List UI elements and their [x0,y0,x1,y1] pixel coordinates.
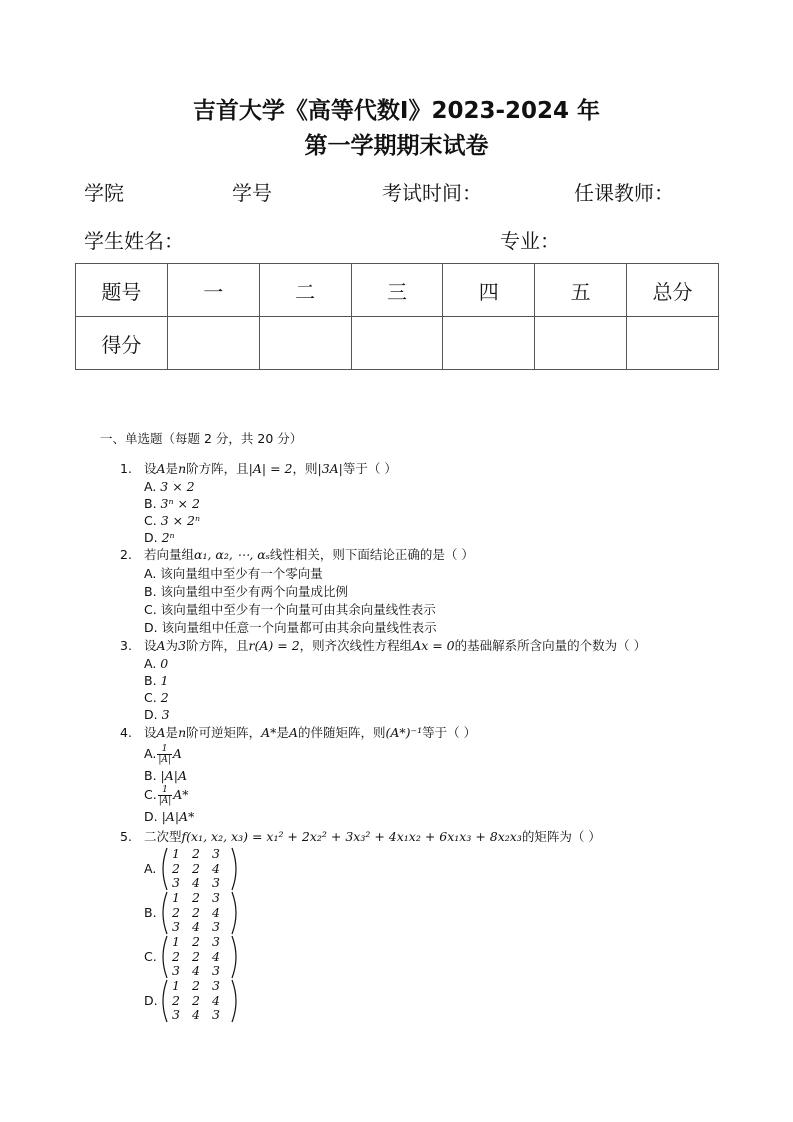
option [144,744,182,765]
stem-text: 阶方阵，且 [186,461,249,476]
option [144,689,169,707]
option [144,583,348,601]
right-paren [232,980,236,1022]
option-label: C. [144,602,157,617]
stem-text: 线性相关，则下面结论正确的是（ ） [269,547,474,562]
matrix-row [167,935,225,950]
matrix-entry: 3 [212,890,220,905]
student-name-label: 学生姓名： [84,229,184,253]
question-number: 3. [120,638,132,653]
matrix-entry: 1 [172,934,180,949]
matrix-row [167,847,225,862]
option-label: A. [144,566,157,581]
header-cell: 总分 [627,264,719,317]
matrix-entry: 2 [172,860,180,876]
matrix-entry: 2 [192,904,200,920]
matrix-grid [167,891,225,935]
stem-text: 设 [144,638,157,653]
stem-text: 二次型 [144,829,182,844]
header-cell: 一 [167,264,259,317]
option-label: B. [144,496,157,511]
option-label: C. [144,513,157,528]
option [144,478,195,496]
stem-text: 等于（ ） [342,461,397,476]
option-math: 0 [160,656,169,671]
option [144,601,436,619]
matrix-entry: 2 [172,948,180,964]
right-paren [232,848,236,890]
score-cell [627,317,719,370]
matrix-entry: 2 [172,904,180,920]
fraction-denominator: |A| [158,755,171,765]
stem-text: 等于（ ） [422,725,477,740]
option-label: D. [144,993,158,1008]
stem-math: A [156,638,166,653]
matrix-entry: 3 [212,875,220,890]
option-math: 1 [160,673,169,688]
stem-text: 为 [165,638,179,653]
college-label: 学院 [84,181,124,205]
stem-math: α₁, α₂, ⋯, αₛ [194,547,270,562]
right-paren [232,936,236,978]
score-table-score-row [76,317,719,370]
fraction-denominator: |A| [158,796,172,806]
matrix-entry: 2 [192,992,200,1008]
question-number: 2. [120,547,132,562]
stem-math: n [178,461,187,476]
matrix-entry: 1 [172,890,180,905]
option [144,529,175,547]
option [144,565,323,583]
score-cell [351,317,443,370]
option-text: 该向量组中任意一个向量都可由其余向量线性表示 [161,620,437,635]
score-cell [259,317,351,370]
matrix-entry: 3 [212,846,220,861]
stem-text: 是 [165,461,179,476]
fraction [157,744,172,765]
option-label: D. [144,707,158,722]
score-table [75,263,719,370]
matrix-entry: 4 [212,860,220,876]
matrix-entry: 3 [172,919,180,934]
matrix-row [167,979,225,994]
fraction [158,785,173,806]
stem-text: 是 [165,725,179,740]
option-label: B. [144,905,157,920]
fraction-numerator: 1 [158,785,173,796]
matrix-row [167,876,225,891]
option-math: 3 [161,707,170,722]
stem-text: 设 [144,725,157,740]
exam-subtitle: 第一学期期末试卷 [304,133,489,159]
stem-math: (A*)⁻¹ [385,725,423,740]
score-cell [443,317,535,370]
option [144,767,187,785]
stem-text: 的矩阵为（ ） [521,829,601,844]
option-label: A. [144,746,157,761]
right-paren [232,892,236,934]
option-label: B. [144,584,157,599]
matrix-entry: 1 [172,978,180,993]
option-label: C. [144,949,157,964]
option [144,655,168,673]
option [144,672,169,690]
header-cell: 四 [443,264,535,317]
option-math: 2ⁿ [161,530,175,545]
option-label: A. [144,479,157,494]
matrix-entry: 3 [172,1007,180,1022]
matrix-entry: 3 [212,963,220,978]
option-label: C. [144,690,157,705]
option [144,706,170,724]
question-number: 1. [120,461,132,476]
stem-math: 3 [178,638,187,653]
matrix-entry: 2 [192,860,200,876]
matrix-entry: 2 [172,992,180,1008]
stem-text: 的基础解系所含向量的个数为（ ） [454,638,647,653]
stem-math: f(x₁, x₂, x₃) = x₁² + 2x₂² + 3x₃² + 4x₁x₂ + 6x₁x₃ + 8x₂x₃ [181,829,522,844]
question-number: 5. [120,829,132,844]
teacher-label: 任课教师： [574,181,674,205]
option [144,495,200,513]
stem-text: 阶方阵，且 [186,638,249,653]
exam-title: 吉首大学《高等代数Ⅰ》2023-2024 年 [192,98,601,124]
option-text: 该向量组中至少有两个向量成比例 [160,584,349,599]
stem-text: 设 [144,461,157,476]
stem-math: A [288,725,298,740]
matrix-entry: 4 [192,875,200,890]
question-3 [120,637,646,655]
matrix-entry: 4 [212,948,220,964]
option-label: D. [144,620,158,635]
matrix-row [167,891,225,906]
option-math: A [172,746,182,761]
option-math: |A|A [160,768,188,783]
matrix-grid [167,935,225,979]
option-math: 2 [160,690,169,705]
matrix-row [167,950,225,965]
score-table-header-row [76,264,719,317]
matrix-row [167,964,225,979]
header-cell: 题号 [76,264,168,317]
option-label: A. [144,656,157,671]
stem-math: A* [261,725,277,740]
stem-math: Ax = 0 [412,638,455,653]
stem-text: ，则齐次线性方程组 [299,638,413,653]
score-cell [167,317,259,370]
student-id-label: 学号 [232,181,272,205]
matrix-entry: 2 [192,890,200,905]
stem-math: n [178,725,187,740]
option-math: 3ⁿ × 2 [160,496,200,511]
option-math: |A|A* [161,809,195,824]
question-2 [120,546,474,564]
stem-math: |A| = 2 [248,461,293,476]
option [144,808,194,826]
header-cell: 二 [259,264,351,317]
matrix-entry: 4 [192,919,200,934]
stem-text: 是 [276,725,289,740]
stem-math: |3A| [317,461,343,476]
stem-math: A [156,461,166,476]
matrix-grid [167,847,225,891]
matrix-entry: 4 [212,904,220,920]
option-label: D. [144,530,158,545]
stem-text: 若向量组 [144,547,195,562]
matrix-entry: 3 [212,934,220,949]
matrix-entry: 3 [172,963,180,978]
stem-text: ，则 [292,461,318,476]
matrix-entry: 2 [192,978,200,993]
section-heading: 一、单选题（每题 2 分，共 20 分） [100,431,303,446]
exam-time-label: 考试时间： [382,181,482,205]
stem-math: A [156,725,166,740]
matrix-entry: 1 [172,846,180,861]
option-text: 该向量组中至少有一个向量可由其余向量线性表示 [160,602,436,617]
stem-text: 的伴随矩阵，则 [297,725,386,740]
option-label: B. [144,673,157,688]
matrix-entry: 4 [192,1007,200,1022]
fraction-numerator: 1 [157,744,172,755]
option-label: A. [144,861,157,876]
stem-math: r(A) = 2 [248,638,300,653]
option [144,785,189,806]
question-1 [120,460,397,478]
question-5 [120,828,601,846]
major-label: 专业： [500,229,560,253]
matrix-row [167,920,225,935]
matrix-grid [167,979,225,1023]
matrix-row [167,906,225,921]
matrix-entry: 2 [192,934,200,949]
option-label: D. [144,809,158,824]
matrix-entry: 3 [212,978,220,993]
matrix-entry: 2 [192,948,200,964]
matrix-entry: 3 [172,875,180,890]
matrix-entry: 2 [192,846,200,861]
option-label: C. [144,787,157,802]
option-label: B. [144,768,157,783]
question-4 [120,724,476,742]
header-cell: 五 [535,264,627,317]
option [144,512,200,530]
matrix-row [167,862,225,877]
matrix-row [167,994,225,1009]
question-number: 4. [120,725,132,740]
option-math: 3 × 2ⁿ [160,513,201,528]
option-text: 该向量组中至少有一个零向量 [160,566,323,581]
matrix-entry: 3 [212,919,220,934]
option [144,619,437,637]
matrix-row [167,1008,225,1023]
option-math: 3 × 2 [160,479,195,494]
matrix-entry: 4 [192,963,200,978]
matrix-entry: 3 [212,1007,220,1022]
option-math: A* [173,787,189,802]
score-cell [535,317,627,370]
matrix-entry: 4 [212,992,220,1008]
header-cell: 三 [351,264,443,317]
score-row-label: 得分 [76,317,168,370]
stem-text: 阶可逆矩阵， [186,725,262,740]
